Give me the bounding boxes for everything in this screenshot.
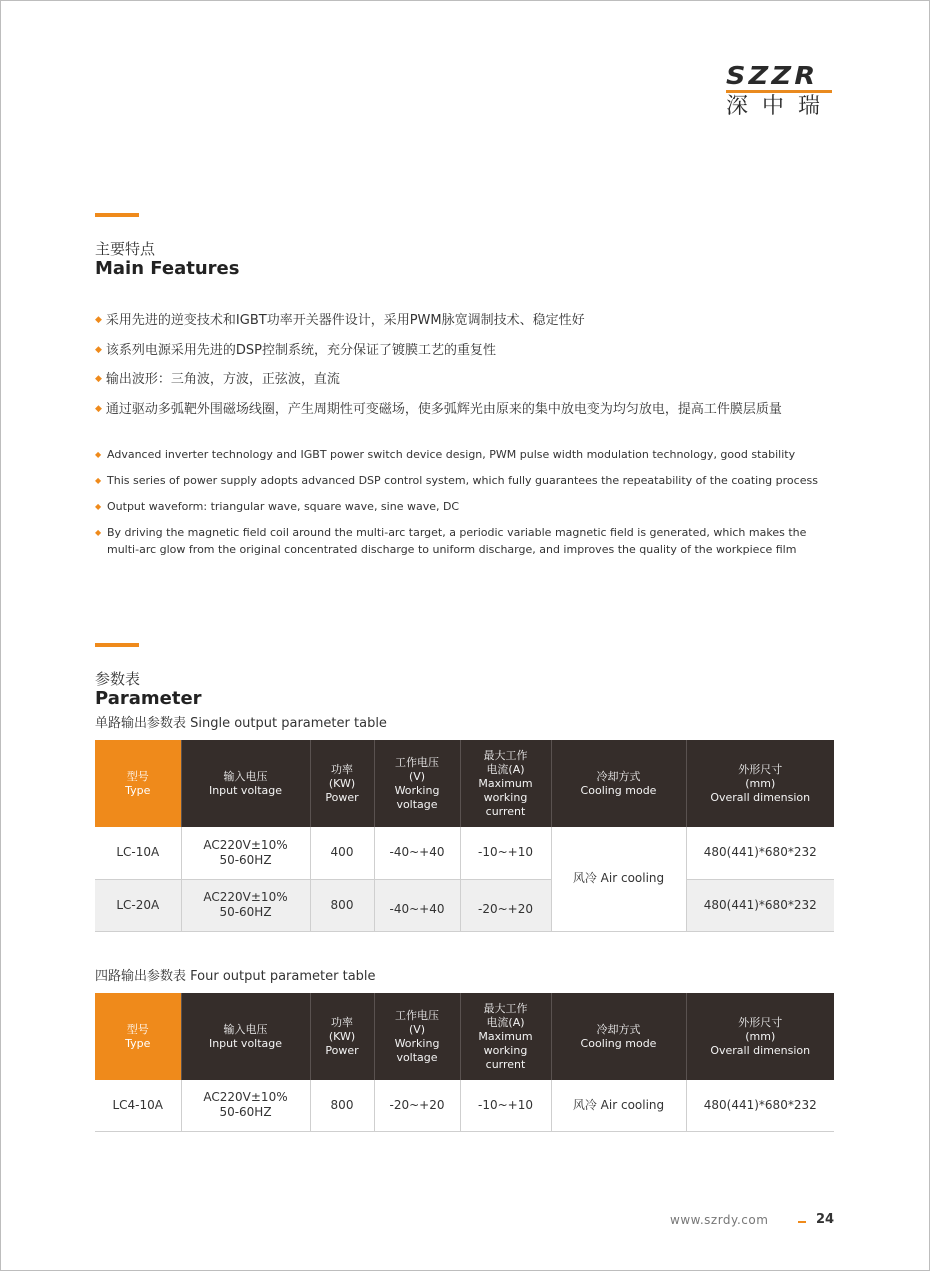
header-power: 功率 (KW) Power xyxy=(310,993,374,1080)
cell-max-current: -10~+10 xyxy=(460,827,551,879)
cell-max-current: -10~+10 xyxy=(460,1080,551,1131)
header-dimension: 外形尺寸 (mm) Overall dimension xyxy=(686,993,834,1080)
features-title-en: Main Features xyxy=(95,258,240,279)
header-cooling: 冷却方式 Cooling mode xyxy=(551,740,686,827)
header-cooling: 冷却方式 Cooling mode xyxy=(551,993,686,1080)
single-output-table xyxy=(95,740,834,932)
feature-cn-item: ◆ 采用先进的逆变技术和IGBT功率开关器件设计，采用PWM脉宽调制技术、稳定性好 xyxy=(95,310,855,340)
logo-underline xyxy=(726,90,832,93)
header-type: 型号 Type xyxy=(95,740,181,827)
features-accent-bar xyxy=(95,213,139,217)
cell-dimension: 480(441)*680*232 xyxy=(686,827,834,879)
header-working-voltage: 工作电压 (V) Working voltage xyxy=(374,740,460,827)
features-cn-list xyxy=(95,310,855,428)
parameter-title-cn: 参数表 xyxy=(95,670,141,688)
feature-en-item: ◆ This series of power supply adopts advanced DSP control system, which fully guarantees the repeatability of the coating process xyxy=(95,474,818,487)
logo-latin-text: SZZR xyxy=(726,61,819,90)
cell-power: 400 xyxy=(310,827,374,879)
cell-input-voltage: AC220V±10% 50-60HZ xyxy=(181,827,310,879)
cell-type: LC4-10A xyxy=(95,1080,181,1131)
footer-url: www.szrdy.com xyxy=(670,1213,769,1227)
header-power: 功率 (KW) Power xyxy=(310,740,374,827)
cell-type: LC-20A xyxy=(95,879,181,931)
company-logo xyxy=(726,63,836,120)
feature-cn-item: ◆ 输出波形：三角波，方波，正弦波，直流 xyxy=(95,369,855,399)
header-working-voltage: 工作电压 (V) Working voltage xyxy=(374,993,460,1080)
cell-input-voltage: AC220V±10% 50-60HZ xyxy=(181,879,310,931)
cell-type: LC-10A xyxy=(95,827,181,879)
diamond-bullet-icon: ◆ xyxy=(95,502,102,511)
cell-working-voltage: -40~+40 xyxy=(374,827,460,879)
diamond-bullet-icon: ◆ xyxy=(95,450,102,459)
table-header-row xyxy=(95,740,834,827)
cell-input-voltage: AC220V±10% 50-60HZ xyxy=(181,1080,310,1131)
cell-dimension: 480(441)*680*232 xyxy=(686,879,834,931)
diamond-bullet-icon: ◆ xyxy=(95,403,102,414)
feature-en-item: ◆ Output waveform: triangular wave, square wave, sine wave, DC xyxy=(95,500,460,513)
features-title-cn: 主要特点 xyxy=(95,240,156,258)
cell-working-voltage: -20~+20 xyxy=(374,1080,460,1131)
footer-dash xyxy=(798,1221,806,1223)
header-input-voltage: 输入电压 Input voltage xyxy=(181,993,310,1080)
header-max-current: 最大工作 电流(A) Maximum working current xyxy=(460,993,551,1080)
header-max-current: 最大工作 电流(A) Maximum working current xyxy=(460,740,551,827)
parameter-title-en: Parameter xyxy=(95,688,202,709)
parameter-accent-bar xyxy=(95,643,139,647)
diamond-bullet-icon: ◆ xyxy=(95,476,102,485)
feature-en-item: ◆ By driving the magnetic field coil around the multi-arc target, a periodic variable magnetic field is generated, which makes the multi-arc glow from the original concentrated discharge to uniform discharge, and improves the quality of the workpiece film xyxy=(95,526,807,556)
four-output-table xyxy=(95,993,834,1132)
table-row xyxy=(95,827,834,879)
feature-cn-item: ◆ 通过驱动多弧靶外围磁场线圈，产生周期性可变磁场，使多弧辉光由原来的集中放电变为均匀放电，提高工件膜层质量 xyxy=(95,399,855,429)
cell-max-current: -20~+20 xyxy=(460,879,551,931)
diamond-bullet-icon: ◆ xyxy=(95,344,102,355)
diamond-bullet-icon: ◆ xyxy=(95,528,102,537)
table-row xyxy=(95,1080,834,1131)
table-row xyxy=(95,879,834,931)
header-dimension: 外形尺寸 (mm) Overall dimension xyxy=(686,740,834,827)
diamond-bullet-icon: ◆ xyxy=(95,374,102,384)
cell-working-voltage: -40~+40 xyxy=(374,879,460,931)
cell-power: 800 xyxy=(310,1080,374,1131)
header-input-voltage: 输入电压 Input voltage xyxy=(181,740,310,827)
four-table-caption: 四路输出参数表 Four output parameter table xyxy=(95,969,376,984)
cell-cooling: 风冷 Air cooling xyxy=(551,827,686,931)
cell-power: 800 xyxy=(310,879,374,931)
logo-chinese-text: 深中瑞 xyxy=(726,94,835,119)
cell-dimension: 480(441)*680*232 xyxy=(686,1080,834,1131)
feature-en-item: ◆ Advanced inverter technology and IGBT power switch device design, PWM pulse width modulation technology, good stability xyxy=(95,448,796,461)
feature-cn-item: ◆ 该系列电源采用先进的DSP控制系统，充分保证了镀膜工艺的重复性 xyxy=(95,340,855,370)
cell-cooling: 风冷 Air cooling xyxy=(551,1080,686,1131)
diamond-bullet-icon: ◆ xyxy=(95,315,102,325)
single-table-caption: 单路输出参数表 Single output parameter table xyxy=(95,716,387,731)
header-type: 型号 Type xyxy=(95,993,181,1080)
features-en-list xyxy=(95,446,835,567)
table-header-row xyxy=(95,993,834,1080)
page-number: 24 xyxy=(816,1212,835,1227)
